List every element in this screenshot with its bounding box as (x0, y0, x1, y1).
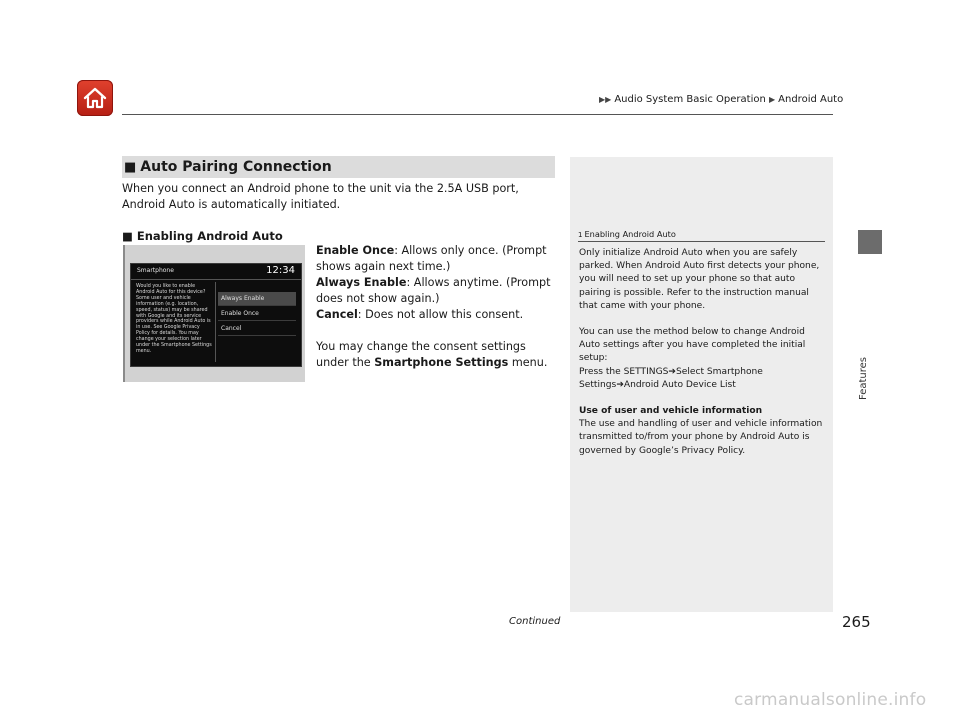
note-bold: Smartphone Settings (374, 356, 509, 369)
option-label: Always Enable (316, 276, 407, 289)
breadcrumb-arrow-icon: ▶ (769, 95, 776, 104)
screen-options (218, 292, 296, 337)
section-header (122, 156, 555, 178)
sidebar-note-panel (570, 157, 833, 612)
note-path-text: Android Auto Device List (623, 379, 736, 390)
note-text: You may change the consent settings under the (316, 340, 526, 369)
note-text: menu. (508, 356, 548, 369)
breadcrumb-item[interactable]: Audio System Basic Operation (614, 94, 766, 105)
screen-option-enable-once: Enable Once (218, 307, 296, 321)
home-button[interactable] (77, 80, 113, 116)
note-heading-text: Enabling Android Auto (584, 229, 676, 239)
continued-label: Continued (509, 616, 561, 627)
page-number: 265 (842, 613, 871, 631)
note-body (579, 247, 827, 458)
option-text: : Allows only once. (Prompt shows again next time.) (316, 244, 547, 273)
chapter-label: Features (858, 357, 869, 400)
screen-option-cancel: Cancel (218, 322, 296, 336)
change-settings-note (316, 339, 556, 371)
option-descriptions (316, 243, 556, 371)
breadcrumb-arrow-icon: ▶▶ (599, 95, 612, 104)
note-paragraph: The use and handling of user and vehicle information transmitted to/from your phone by Android Auto is governed by Google’s Privacy Policy. (579, 419, 823, 456)
section-title: Auto Pairing Connection (140, 159, 332, 175)
note-path (579, 366, 827, 392)
screen-separator (215, 282, 216, 362)
option-label: Cancel (316, 308, 358, 321)
option-always-enable (316, 275, 556, 307)
option-label: Enable Once (316, 244, 395, 257)
arrow-icon: ➔ (668, 366, 676, 377)
screenshot-figure (123, 245, 305, 382)
screen-clock: 12:34 (266, 265, 295, 276)
breadcrumb (599, 94, 843, 105)
subheading: ■ Enabling Android Auto (122, 229, 283, 243)
note-path-text: Select Smartphone Settings (579, 366, 763, 390)
screen-title: Smartphone (137, 267, 174, 274)
chapter-tab (858, 230, 882, 254)
arrow-icon: ➔ (616, 379, 624, 390)
screen-message: Would you like to enable Android Auto for this device? Some user and vehicle information (e.g. location, speed, status) may be shared with Google and its service providers while Android Auto is in use. See Google Privacy Policy for details. You may change your selection later under the Smartphone Settings menu. (136, 284, 212, 354)
section-marker-icon: ■ (124, 159, 137, 175)
option-enable-once (316, 243, 556, 275)
note-heading (578, 229, 825, 242)
option-text: : Allows anytime. (Prompt does not show again.) (316, 276, 551, 305)
home-icon (82, 86, 108, 110)
note-paragraph: Only initialize Android Auto when you are safely parked. When Android Auto first detects your phone, you will need to set up your phone so that auto pairing is possible. Refer to the instruction manual that came with your phone. (579, 248, 820, 311)
note-paragraph: You can use the method below to change Android Auto settings after you have completed the initial setup: (579, 327, 806, 364)
screen-option-always-enable: Always Enable (218, 292, 296, 306)
header-divider (122, 114, 833, 115)
note-usage-heading-text: Use of user and vehicle information (579, 406, 763, 417)
option-cancel (316, 307, 556, 323)
head-unit-screen (130, 263, 302, 367)
breadcrumb-item[interactable]: Android Auto (778, 94, 844, 105)
watermark: carmanualsonline.info (734, 690, 927, 710)
note-ref-marker: 1 (578, 231, 583, 239)
note-usage-heading (579, 405, 827, 418)
note-path-text: Press the SETTINGS (579, 366, 669, 377)
screen-divider (131, 279, 301, 280)
intro-paragraph: When you connect an Android phone to the unit via the 2.5A USB port, Android Auto is automatically initiated. (122, 182, 519, 211)
option-text: : Does not allow this consent. (357, 308, 524, 321)
